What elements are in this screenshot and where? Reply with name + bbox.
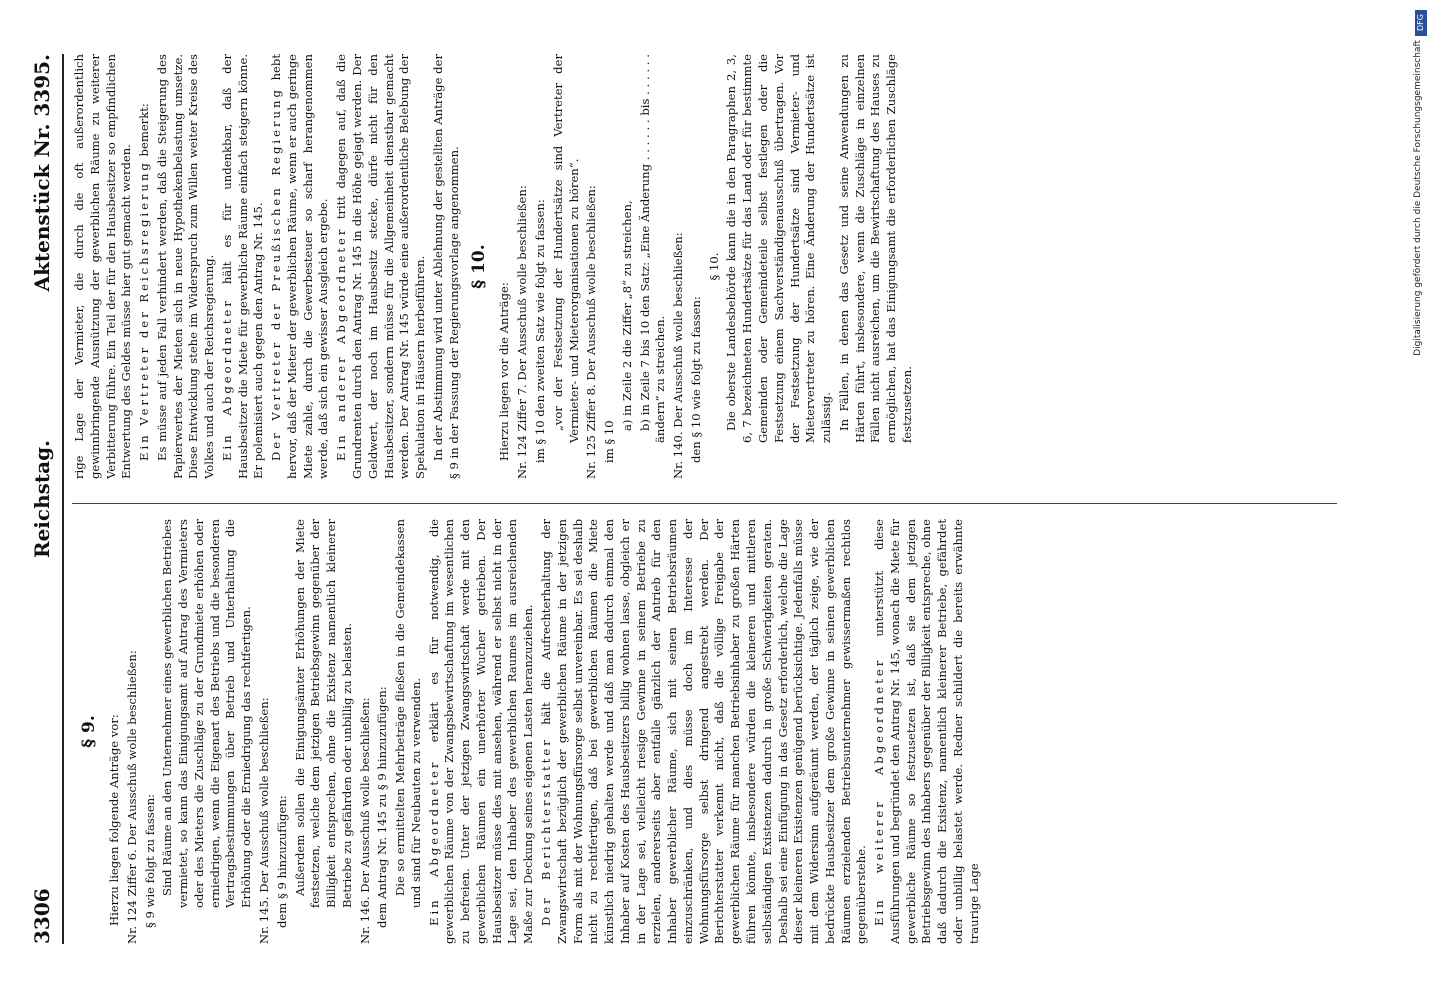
speaker: Ein weiterer Abgeordneter (872, 657, 887, 926)
paragraph: Die so ermittelten Mehrbeträge fließen in die Gemeindekassen und sind für Neubauten zu verwenden. (393, 519, 423, 908)
paragraph-text: bemerkt: (137, 103, 152, 157)
paragraph: Die oberste Landesbehörde kann die in den Paragraphen 2, 3, 6, 7 bezeichneten Hundertsätze für das Land oder für bestimmte Gemeinden oder Gemeindeteile selbst festlegen oder die Festsetzung einem Sachverständigenausschuß übertragen. Vor der Festsetzung der Hundertsätze sind Vermieter- und Mietervertreter zu hören. Eine Änderung der Hundertsätze ist zulässig. (724, 54, 834, 443)
list-item: a) in Zeile 2 die Ziffer „8“ zu streichen, (619, 200, 634, 431)
paragraph-text: tritt dagegen auf, daß die Grundrenten durch den Antrag Nr. 145 in die Höhe gejagt werden. Der Geldwert, der noch im Hausbesitz stecke, dürfe nicht für den Hausbesitzer, sondern müsse für die Allgemeinheit dienstbar gemacht werden. Der Antrag Nr. 145 würde eine außerordentliche Belebung der Spekulation in Häusern herbeiführen. (334, 54, 428, 479)
paragraph (539, 519, 870, 944)
list-item: b) in Zeile 7 bis 10 den Satz: „Eine Änderung . . . . . . bis . . . . . . ändern“ zu streichen. (637, 54, 668, 443)
left-column (72, 519, 984, 944)
paragraph: im § 10 den zweiten Satz wie folgt zu fassen: (533, 199, 548, 463)
header-rule (62, 54, 64, 944)
speaker: Ein Abgeordneter (219, 298, 234, 461)
paragraph (334, 54, 429, 479)
speaker: Ein anderer Abgeordneter (334, 226, 349, 461)
paragraph: Nr. 124 Ziffer 7. Der Ausschuß wolle beschließen: (515, 185, 530, 479)
column-divider (72, 503, 1337, 504)
paragraph (137, 54, 153, 479)
paragraph (427, 519, 537, 944)
paragraph: im § 10 (602, 420, 617, 463)
speaker: Der Vertreter der Preußischen Regierung (269, 87, 284, 461)
speaker: Ein Vertreter der Reichsregierung (137, 160, 152, 461)
page-number: 3306 (30, 888, 54, 944)
dfg-side-note (1407, 0, 1434, 1000)
paragraph (220, 54, 267, 479)
paragraph: Nr. 146. Der Ausschuß wolle beschließen: (357, 697, 372, 944)
paragraph (269, 54, 332, 479)
paragraph: Hierzu liegen folgende Anträge vor: (107, 714, 122, 926)
paragraph-text: hebt hervor, daß der Mieter der gewerblichen Räume, wenn er auch geringe Miete zahle, durch die Gewerbesteuer so scharf herangenommen werde, daß sich ein gewisser Ausgleich ergebe. (269, 54, 331, 479)
paragraph: § 9 wie folgt zu fassen: (142, 793, 157, 928)
header-title: Reichstag. (30, 439, 54, 559)
page-header (30, 54, 60, 944)
speaker: Der Berichterstatter (539, 737, 554, 926)
paragraph: Es müsse auf jeden Fall verhindert werden, daß die Steigerung des Papierwertes der Mieten sich in neue Hypothekenbelastung umsetze. Diese Entwicklung stehe im Widerspruch zum Willen weiter Kreise des Volkes und auch der Reichsregierung. (154, 54, 217, 479)
paragraph: dem § 9 hinzuzufügen: (274, 795, 289, 928)
document-number: Aktenstück Nr. 3395. (30, 54, 54, 292)
section-9-title: § 9. (79, 715, 99, 748)
paragraph-text: hält die Aufrechterhaltung der Zwangswirtschaft bezüglich der gewerblichen Räume in der jetzigen Form als mit der Wohnungsfürsorge selbst unvereinbar. Es sei deshalb nicht zu rechtfertigen, daß bei gewerblichen Räumen die Miete künstlich niedrig gehalten werde und daß man dadurch einmal den Inhaber auf Kosten des Hausbesitzers billig wohnen lasse, obgleich er in der Lage sei, vielleicht riesige Gewinne in seinem Betriebe zu erzielen, andererseits aber entfalle gänzlich der Antrieb für den Inhaber gewerblicher Räume, sich mit seinen Betriebsräumen einzuschränken, und dies müsse doch im Interesse der Wohnungsfürsorge selbst dringend angestrebt werden. Der Berichterstatter verkennt nicht, daß die völlige Freigabe der gewerblichen Räume für manchen Betriebsinhaber zu großen Härten führen könnte, insbesondere würden die kleineren und mittleren selbständigen Existenzen dadurch in große Schwierigkeiten geraten. Deshalb sei eine Einfügung in das Gesetz erforderlich, welche die Lage dieser kleineren Existenzen genügend berücksichtige. Jedenfalls müsse mit dem Widersinn aufgeräumt werden, der täglich zeige, wie der bedrückte Hausbesitzer dem große Gewinne in seinen gewerblichen Räumen erzielenden Betriebsunternehmer gewissermaßen rechtlos gegenüberstehe. (539, 518, 869, 944)
paragraph-text: unterstützt diese Ausführungen und begründet den Antrag Nr. 145, wonach die Miete für gewerbliche Räume so festzusetzen ist, daß sie dem jetzigen Betriebsgewinn des Inhabers gegenüber der Billigkeit entspreche, ohne daß dadurch die Existenz, namentlich kleinerer Betriebe, gefährdet oder unbillig belastet werde. Redner schildert die bereits erwähnte traurige Lage (872, 519, 981, 944)
paragraph-text: hält es für undenkbar, daß der Hausbesitzer die Miete für gewerbliche Räume einfach steigern könne. Er polemisiert auch gegen den Antrag Nr. 145. (219, 53, 266, 479)
paragraph: „vor der Festsetzung der Hundertsätze sind Vertreter der Vermieter- und Mieterorganisationen zu hören“. (550, 54, 581, 443)
paragraph: Nr. 124 Ziffer 6. Der Ausschuß wolle beschließen: (124, 650, 139, 944)
paragraph: Hierzu liegen vor die Anträge: (497, 282, 512, 461)
paragraph: den § 10 wie folgt zu fassen: (688, 296, 703, 463)
section-10-title: § 10. (469, 244, 490, 289)
quoted-section-title: § 10. (706, 252, 721, 281)
right-column (72, 54, 918, 479)
dfg-logo-icon: DFG (1415, 10, 1427, 36)
paragraph: Sind Räume an den Unternehmer eines gewerblichen Betriebes vermietet, so kann das Einigungsamt auf Antrag des Vermieters oder des Mieters die Zuschläge zu der Grundmiete erhöhen oder erniedrigen, wenn die Eigenart des Betriebs und die besonderen Vertragsbestimmungen über Betrieb und Unterhaltung die Erhöhung oder die Erniedrigung das rechtfertigen. (160, 519, 254, 908)
paragraph: In Fällen, in denen das Gesetz und seine Anwendungen zu Härten führt, insbesondere, wenn die Zuschläge in einzelnen Fällen nicht ausreichen, um die Bewirtschaftung des Hauses zu ermöglichen, hat das Einigungsamt die erforderlichen Zuschläge festzusetzen. (836, 54, 914, 443)
paragraph: Außerdem sollen die Einigungsämter Erhöhungen der Miete festsetzen, welche dem jetzigen Betriebsgewinn gegenüber der Billigkeit entsprechen, ohne die Existenz namentlich kleinerer Betriebe zu gefährden oder unbillig zu belasten. (292, 519, 354, 908)
paragraph: Nr. 140. Der Ausschuß wolle beschließen: (671, 232, 686, 479)
speaker: Ein Abgeordneter (426, 759, 441, 926)
dfg-note-text: Digitalisierung gefördert durch die Deutsche Forschungsgemeinschaft (1413, 40, 1423, 356)
paragraph-text: erklärt es für notwendig, die gewerblichen Räume von der Zwangsbewirtschaftung im wesentlichen zu befreien. Unter der jetzigen Zwangswirtschaft werde mit den gewerblichen Räumen ein unerhörter Wucher getrieben. Der Hausbesitzer müsse dies mit ansehen, während er selbst nicht in der Lage sei, den Inhaber des gewerblichen Raumes im ausreichenden Maße zur Deckung seines eigenen Lasten heranzuziehen. (426, 518, 536, 944)
paragraph: Nr. 145. Der Ausschuß wolle beschließen: (257, 697, 271, 944)
paragraph (872, 519, 982, 944)
paragraph: dem Antrag Nr. 145 zu § 9 hinzuzufügen: (375, 686, 390, 928)
paragraph: rige Lage der Vermieter, die durch die oft außerordentlich gewinnbringende Ausnützung der gewerblichen Räume zu weiterer Verbitterung führe. Ein Teil der für den Hausbesitzer so empfindlichen Entwertung des Geldes müsse hier gut gemacht werden. (72, 54, 134, 479)
paragraph: In der Abstimmung wird unter Ablehnung der gestellten Anträge der § 9 in der Fassung der Regierungsvorlage angenommen. (430, 54, 461, 479)
paragraph: Nr. 125 Ziffer 8. Der Ausschuß wolle beschließen: (584, 185, 599, 479)
